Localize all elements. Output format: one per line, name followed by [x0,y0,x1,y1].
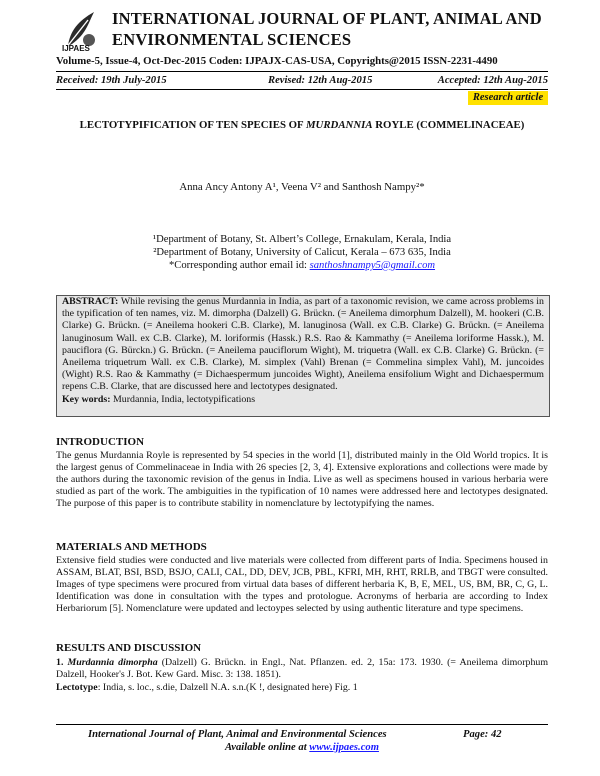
paper-title [56,119,548,131]
journal-title: INTERNATIONAL JOURNAL OF PLANT, ANIMAL AND ENVIRONMENTAL SCIENCES [112,9,542,49]
abstract-label: ABSTRACT: [62,296,119,307]
lectotype-text: : India, s. loc., s.die, Dalzell N.A. s.n.(K !, designated here) Fig. 1 [97,682,358,693]
corresponding-author [56,260,548,271]
methods-paragraph: Extensive field studies were conducted and live materials were collected from different parts of India. Specimens housed in ASSAM, BLAT, BSI, BSD, BSJO, CALI, CAL, DD, DEV, JCB, PBL, KFRI, MH, RHT, RRLB, and TBGT were consulted. Images of type specimens were procured from virtual data bases of different herbaria K, B, E, MEL, US, BM, BR, C, G, L. Identification was done in consultation with the types and protologue. Acronyms of herbaria are according to Index Herbariorum [5]. Nomenclature were updated and lectoypes selected by using authentic literature and type specimens. [56,555,548,615]
results-heading: RESULTS AND DISCUSSION [56,642,202,654]
methods-heading: MATERIALS AND METHODS [56,541,207,553]
intro-paragraph: The genus Murdannia Royle is represented by 54 species in the world [1], distributed mainly in the Old World tropics. It is the largest genus of Commelinaceae in India with 26 species [2, 3, 4]. Extensive explorations and collections were made by the authors during the taxonomic revision of the genus in India. Live as well as specimens housed in various herbaria were studied as part of the work. The ambiguities in the typification of 10 names were addressed here and lectotypes designated. The purpose of this paper is to contribute stability in nomenclature by lectotypifying the names. [56,450,548,510]
intro-heading: INTRODUCTION [56,436,145,448]
accepted-date: Accepted: 12th Aug-2015 [437,75,548,86]
corr-label: *Corresponding author email id: [168,260,310,271]
title-genus: MURDANNIA [305,119,373,131]
revised-date: Revised: 12th Aug-2015 [268,75,373,86]
species-name: Murdannia dimorpha [67,657,158,668]
abstract-text: While revising the genus Murdannia in India, as part of a taxonomic revision, we came across problems in the typification of ten names, viz. M. dimorpha (Dalzell) G. Brückn. (= Aneilema dimorphum Dalzell), M. hookeri (C.B. Clarke) G. Brückn. (= Aneilema hookeri C.B. Clarke), M. lanuginosa (Wall. ex C.B. Clarke) G. Brückn. (= Aneilema lanuginosum Wall. ex C.B. Clarke), M. loriformis (Hassk.) R.S. Rao & Kammathy (= Aneilema loriforme Hassk.), M. pauciflora (G. Bürckn.) G. Brückn. (= Aneilema pauciflorum Wight), M. triquetra (Wall. ex C.B. Clarke) G. Brückn. (= Aneilema triquetrum Wall. ex C.B. Clarke), M. simplex (Vahl) Brenan (= Commelina simplex Vahl), M. juncoides (Wight) R.S. Rao & Kammathy (= Dichaespermum juncoides Wight), Aneilema ensifolium Wight and Dichaespermum repens C.B. Clarke, that are discussed here and lectotypes designated. [62,296,544,393]
keywords-label: Key words: [62,393,111,405]
corr-email-link[interactable]: santhoshnampy5@gmail.com [309,260,436,271]
entry-number: 1. [56,657,64,668]
article-type-badge: Research article [468,91,548,105]
logo-caption: IJPAES [62,44,90,53]
keywords: Murdannia, India, lectotypifications [113,393,256,405]
footer-journal: International Journal of Plant, Animal and Environmental Sciences [88,729,387,740]
footer-available [56,742,548,753]
lectotype-line [56,682,548,694]
volume-line: Volume-5, Issue-4, Oct-Dec-2015 Coden: IJPAJX-CAS-USA, Copyrights@2015 ISSN-2231-4490 [56,55,498,67]
footer-url-link[interactable]: www.ijpaes.com [309,742,379,753]
species-citation: (Dalzell) G. Brückn. in Engl., Nat. Pflanzen. ed. 2, 15a: 173. 1930. (= Aneilema dimorphum Dalzell, Hooker's J. Bot. Kew Gard. Misc. 3: 138. 1851). [56,657,549,681]
footer-available-label: Available online at [225,742,310,753]
header-rule-2 [56,89,548,90]
footer-page: Page: 42 [463,729,502,740]
authors: Anna Ancy Antony A¹, Veena V² and Santhosh Nampy²* [179,181,425,193]
footer-rule [56,724,548,725]
received-date: Received: 19th July-2015 [56,75,167,86]
affiliation-2: ²Department of Botany, University of Calicut, Kerala – 673 635, India [153,247,451,258]
result-entry-1 [56,657,548,681]
abstract-box [56,295,550,417]
lectotype-label: Lectotype [56,682,98,693]
title-part-end: ROYLE (COMMELINACEAE) [372,119,525,131]
title-part: LECTOTYPIFICATION OF TEN SPECIES OF [79,119,306,131]
header-rule [56,71,548,72]
affiliation-1: ¹Department of Botany, St. Albert’s College, Ernakulam, Kerala, India [152,234,452,245]
